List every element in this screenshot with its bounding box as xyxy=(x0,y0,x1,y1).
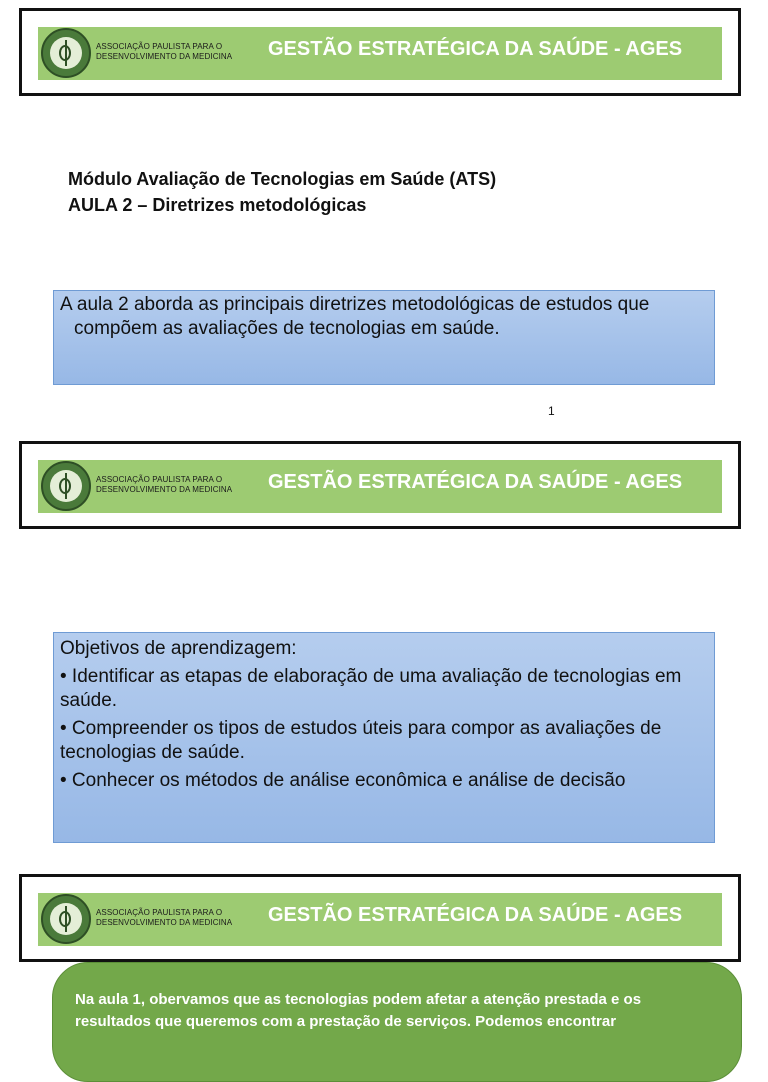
association-name xyxy=(96,908,232,928)
association-line-1: ASSOCIAÇÃO PAULISTA PARA O xyxy=(96,475,223,484)
association-name xyxy=(96,42,232,62)
header-banner xyxy=(38,460,722,513)
intro-callout xyxy=(52,962,742,1082)
objectives-heading: Objetivos de aprendizagem: xyxy=(60,638,297,659)
objective-item: • Identificar as etapas de elaboração de uma avaliação de tecnologias em saúde. xyxy=(60,666,682,711)
intro-callout-text: Na aula 1, obervamos que as tecnologias podem afetar a atenção prestada e os resultados que queremos com a prestação de serviços. Podemos encontrar xyxy=(75,991,642,1030)
spdm-logo-icon xyxy=(41,894,91,944)
lesson-summary-box xyxy=(53,290,715,385)
module-line-1: Módulo Avaliação de Tecnologias em Saúde (ATS) xyxy=(68,169,497,189)
association-line-2: DESENVOLVIMENTO DA MEDICINA xyxy=(96,52,233,61)
objective-item: • Conhecer os métodos de análise econômica e análise de decisão xyxy=(60,770,626,791)
association-line-2: DESENVOLVIMENTO DA MEDICINA xyxy=(96,918,233,927)
banner-title: GESTÃO ESTRATÉGICA DA SAÚDE - AGES xyxy=(268,471,683,493)
association-line-1: ASSOCIAÇÃO PAULISTA PARA O xyxy=(96,908,223,917)
association-name xyxy=(96,475,232,495)
slide3-header xyxy=(19,874,741,962)
banner-title: GESTÃO ESTRATÉGICA DA SAÚDE - AGES xyxy=(268,904,683,926)
module-title xyxy=(68,166,496,218)
association-line-2: DESENVOLVIMENTO DA MEDICINA xyxy=(96,485,233,494)
association-line-1: ASSOCIAÇÃO PAULISTA PARA O xyxy=(96,42,223,51)
slide1-header xyxy=(19,8,741,96)
header-banner xyxy=(38,27,722,80)
lesson-summary-text: A aula 2 aborda as principais diretrizes metodológicas de estudos que compõem as avaliações de tecnologias em saúde. xyxy=(60,294,650,339)
objectives-box xyxy=(53,632,715,843)
banner-title: GESTÃO ESTRATÉGICA DA SAÚDE - AGES xyxy=(268,38,683,60)
module-line-2: AULA 2 – Diretrizes metodológicas xyxy=(68,195,367,215)
slide2-header xyxy=(19,441,741,529)
objective-item: • Compreender os tipos de estudos úteis para compor as avaliações de tecnologias de saúde. xyxy=(60,718,662,763)
spdm-logo-icon xyxy=(41,28,91,78)
spdm-logo-icon xyxy=(41,461,91,511)
header-banner xyxy=(38,893,722,946)
page-number: 1 xyxy=(548,404,555,418)
